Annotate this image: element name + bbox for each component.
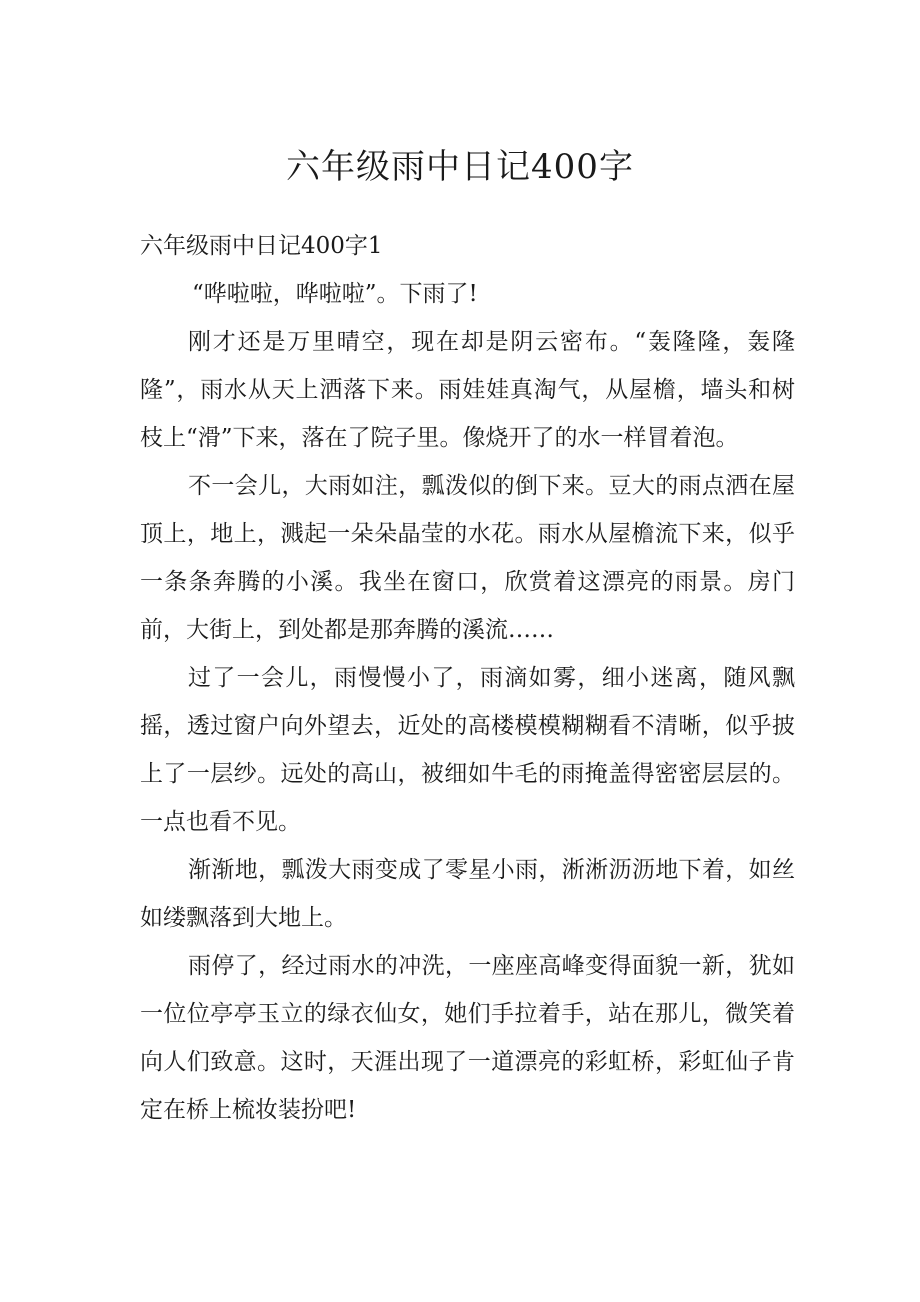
section-subtitle: 六年级雨中日记400字1 — [140, 233, 383, 259]
document-title: 六年级雨中日记400字 — [286, 147, 634, 187]
paragraph-5: 渐渐地，瓢泼大雨变成了零星小雨，淅淅沥沥地下着，如丝如缕飘落到大地上。 — [140, 857, 795, 931]
paragraph-4: 过了一会儿，雨慢慢小了，雨滴如雾，细小迷离，随风飘摇，透过窗户向外望去，近处的高楼模模糊糊看不清晰，似乎披上了一层纱。远处的高山，被细如牛毛的雨掩盖得密密层层的。一点也看不见。 — [140, 665, 795, 835]
paragraph-3: 不一会儿，大雨如注，瓢泼似的倒下来。豆大的雨点洒在屋顶上，地上，溅起一朵朵晶莹的水花。雨水从屋檐流下来，似乎一条条奔腾的小溪。我坐在窗口，欣赏着这漂亮的雨景。房门前，大街上，到处都是那奔腾的溪流…… — [140, 473, 795, 643]
document-body — [140, 222, 795, 1134]
paragraph-6: 雨停了，经过雨水的冲洗，一座座高峰变得面貌一新，犹如一位位亭亭玉立的绿衣仙女，她们手拉着手，站在那儿，微笑着向人们致意。这时，天涯出现了一道漂亮的彩虹桥，彩虹仙子肯定在桥上梳妆装扮吧! — [140, 953, 795, 1123]
paragraph-2: 刚才还是万里晴空，现在却是阴云密布。“轰隆隆，轰隆隆”，雨水从天上洒落下来。雨娃娃真淘气，从屋檐，墙头和树枝上“滑”下来，落在了院子里。像烧开了的水一样冒着泡。 — [140, 329, 795, 451]
paragraph-1: “哗啦啦，哗啦啦”。下雨了! — [192, 281, 478, 307]
